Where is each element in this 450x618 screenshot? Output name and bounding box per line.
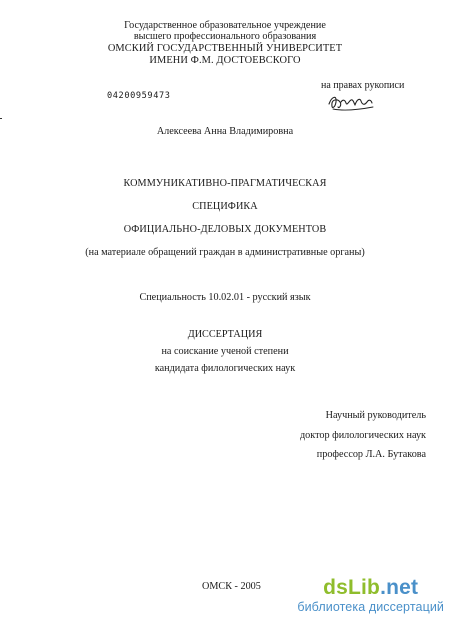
title-line-1: КОММУНИКАТИВНО-ПРАГМАТИЧЕСКАЯ [123,178,327,189]
supervisor-degree: доктор филологических наук [299,430,426,441]
dslib-watermark [297,577,444,614]
header-institution-line-1: Государственное образовательное учреждение [124,20,326,31]
dslib-logo: dsLib.net [323,576,419,599]
author-name: Алексеева Анна Владимировна [156,126,294,137]
title-line-3: ОФИЦИАЛЬНО-ДЕЛОВЫХ ДОКУМЕНТОВ [123,224,327,235]
header-university-dedication: ИМЕНИ Ф.М. ДОСТОЕВСКОГО [149,55,301,66]
work-type-degree: на соискание ученой степени [161,346,289,357]
work-type-heading: ДИССЕРТАЦИЯ [187,329,263,340]
header-institution-line-2: высшего профессионального образования [133,31,317,42]
registration-number: 04200959473 [107,91,171,101]
title-subtitle: (на материале обращений граждан в административные органы) [85,247,365,258]
specialty: Специальность 10.02.01 - русский язык [139,292,311,303]
dslib-subtitle: библиотека диссертаций [297,600,444,614]
work-type-field: кандидата филологических наук [154,363,296,374]
supervisor-title: Научный руководитель [325,410,426,421]
title-line-2: СПЕЦИФИКА [192,201,258,212]
supervisor-name: профессор Л.А. Бутакова [316,449,426,460]
city-year: ОМСК - 2005 [202,581,261,592]
header-university-name: ОМСКИЙ ГОСУДАРСТВЕННЫЙ УНИВЕРСИТЕТ [107,43,343,54]
manuscript-note: на правах рукописи [321,80,405,91]
margin-mark [0,118,2,119]
signature-icon [323,90,383,116]
